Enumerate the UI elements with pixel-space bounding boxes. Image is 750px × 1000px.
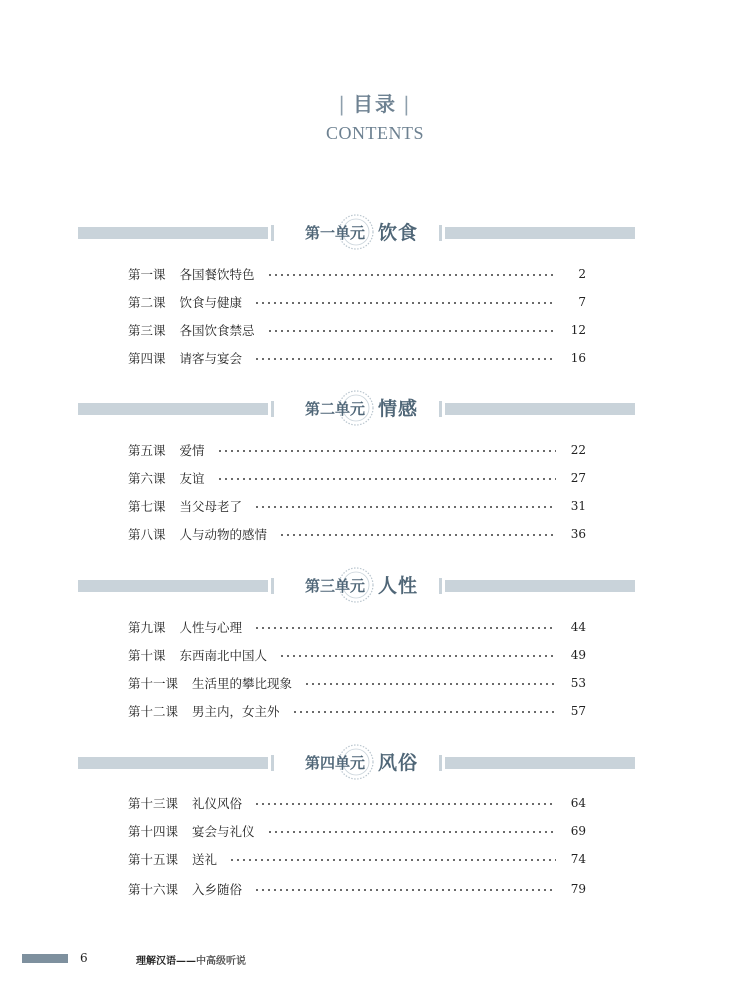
lesson-number: 第八课 [128, 527, 166, 542]
unit-header [78, 212, 635, 256]
lesson-page: 22 [570, 443, 586, 457]
lesson-title: 人与动物的感情 [179, 527, 268, 542]
footer-book-title [136, 952, 246, 967]
lesson-page: 57 [570, 704, 586, 718]
lesson-page: 74 [570, 852, 586, 866]
lesson-number: 第五课 [128, 443, 166, 458]
unit-band-left [78, 757, 268, 769]
toc-title-cn: 目录 [353, 92, 397, 116]
lesson-number: 第三课 [128, 323, 166, 338]
lesson-title: 生活里的攀比现象 [192, 676, 293, 691]
unit-label: 第二单元 [304, 400, 365, 418]
page-footer [0, 952, 750, 968]
lesson-entry[interactable] [128, 701, 586, 721]
lesson-title: 当父母老了 [179, 499, 243, 514]
lesson-number: 第十五课 [128, 852, 179, 867]
lesson-title: 送礼 [192, 852, 218, 867]
lesson-page: 27 [570, 471, 586, 485]
unit-band-left [78, 227, 268, 239]
unit-label: 第一单元 [304, 224, 365, 242]
toc-title-en: CONTENTS [326, 123, 424, 143]
lesson-title: 入乡随俗 [192, 882, 243, 897]
toc-title-block [0, 88, 750, 144]
footer-page-number: 6 [80, 951, 88, 965]
lesson-entry[interactable] [128, 264, 586, 284]
lesson-title: 宴会与礼仪 [192, 824, 255, 839]
lesson-number: 第四课 [128, 351, 166, 366]
dot-leader [267, 274, 556, 276]
lesson-page: 12 [570, 323, 586, 337]
lesson-page: 7 [578, 295, 586, 309]
toc-title [0, 88, 750, 117]
lesson-number: 第十二课 [128, 704, 179, 719]
lesson-page: 44 [570, 620, 586, 634]
footer-book-name: 理解汉语—— [136, 956, 196, 967]
unit-band-left [78, 580, 268, 592]
lesson-title: 友谊 [179, 471, 205, 486]
unit-label: 第三单元 [304, 577, 365, 595]
lesson-title: 人性与心理 [179, 620, 243, 635]
lesson-number: 第十四课 [128, 824, 179, 839]
dot-leader [254, 627, 556, 629]
lesson-page: 49 [570, 648, 586, 662]
lesson-entry[interactable] [128, 645, 586, 665]
dot-leader [254, 889, 556, 891]
lesson-entry[interactable] [128, 524, 586, 544]
lesson-entry[interactable] [128, 292, 586, 312]
unit-4 [78, 742, 635, 786]
lesson-number: 第七课 [128, 499, 166, 514]
unit-band-right [445, 227, 635, 239]
lesson-number: 第十六课 [128, 882, 179, 897]
lesson-entry[interactable] [128, 617, 586, 637]
lesson-title: 男主内，女主外 [192, 704, 280, 719]
lesson-number: 第十三课 [128, 796, 179, 811]
lesson-title: 爱情 [179, 443, 205, 458]
lesson-page: 64 [570, 796, 586, 810]
unit-band-right [445, 757, 635, 769]
lesson-page: 16 [570, 351, 586, 365]
footer-book-subtitle: 中高级听说 [196, 956, 246, 967]
lesson-title: 东西南北中国人 [179, 648, 268, 663]
lesson-title: 饮食与健康 [179, 295, 243, 310]
dot-leader [304, 683, 556, 685]
dot-leader [217, 478, 556, 480]
lesson-entry[interactable] [128, 440, 586, 460]
dot-leader [254, 506, 556, 508]
lesson-number: 第十课 [128, 648, 166, 663]
lesson-page: 36 [570, 527, 586, 541]
unit-name: 饮食 [378, 222, 419, 244]
lesson-entry[interactable] [128, 496, 586, 516]
lesson-title: 各国饮食禁忌 [179, 323, 255, 338]
lesson-title: 各国餐饮特色 [179, 267, 255, 282]
lesson-entry[interactable] [128, 468, 586, 488]
dot-leader [254, 358, 556, 360]
lesson-number: 第一课 [128, 267, 166, 282]
title-divider-right: | [403, 92, 412, 116]
lesson-entry[interactable] [128, 793, 586, 813]
dot-leader [279, 534, 556, 536]
unit-name: 风俗 [378, 752, 419, 774]
unit-2 [78, 388, 635, 432]
dot-leader [292, 711, 556, 713]
unit-band-right [445, 580, 635, 592]
dot-leader [267, 831, 556, 833]
lesson-page: 31 [570, 499, 586, 513]
unit-header [78, 388, 635, 432]
lesson-entry[interactable] [128, 348, 586, 368]
lesson-page: 2 [578, 267, 586, 281]
lesson-page: 79 [570, 882, 586, 896]
lesson-page: 69 [570, 824, 586, 838]
lesson-title: 礼仪风俗 [192, 796, 243, 811]
dot-leader [229, 859, 556, 861]
unit-name: 情感 [378, 398, 419, 420]
dot-leader [217, 450, 556, 452]
lesson-number: 第九课 [128, 620, 166, 635]
unit-label: 第四单元 [304, 754, 365, 772]
dot-leader [279, 655, 556, 657]
lesson-entry[interactable] [128, 879, 586, 899]
lesson-entry[interactable] [128, 673, 586, 693]
dot-leader [254, 803, 556, 805]
unit-3 [78, 565, 635, 609]
unit-header [78, 565, 635, 609]
dot-leader [254, 302, 556, 304]
lesson-title: 请客与宴会 [179, 351, 243, 366]
lesson-number: 第六课 [128, 471, 166, 486]
lesson-page: 53 [570, 676, 586, 690]
unit-band-right [445, 403, 635, 415]
title-divider-left: | [338, 92, 347, 116]
lesson-number: 第二课 [128, 295, 166, 310]
unit-1 [78, 212, 635, 256]
lesson-entry[interactable] [128, 821, 586, 841]
footer-bar [22, 954, 68, 963]
lesson-number: 第十一课 [128, 676, 179, 691]
unit-header [78, 742, 635, 786]
unit-name: 人性 [378, 575, 419, 597]
lesson-entry[interactable] [128, 849, 586, 869]
unit-band-left [78, 403, 268, 415]
dot-leader [267, 330, 556, 332]
lesson-entry[interactable] [128, 320, 586, 340]
